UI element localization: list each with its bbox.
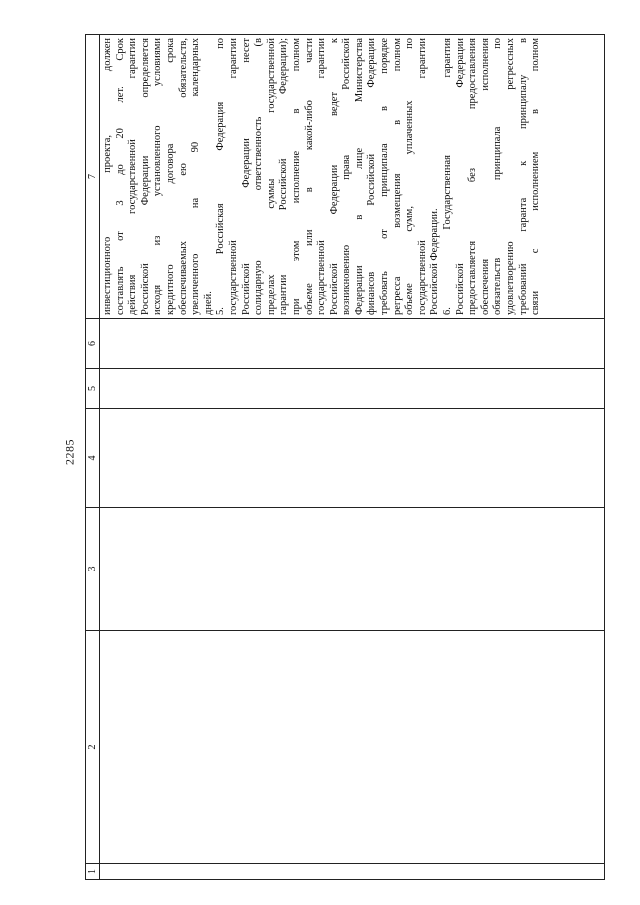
cell-col-6 <box>100 319 605 369</box>
text-line: солидарную ответственность (в <box>253 38 265 315</box>
text-line: действия государственной гарантии <box>127 38 139 315</box>
document-table <box>85 34 605 880</box>
text-line: Российской Федерации несет <box>240 38 252 315</box>
column-header-7: 7 <box>86 35 100 319</box>
text-line: удовлетворению регрессных <box>505 38 516 315</box>
text-line: 5. Российская Федерация по <box>215 38 227 315</box>
text-line: обеспечения исполнения <box>479 38 491 315</box>
text-line: кредитного договора срока <box>164 38 176 315</box>
page-number: 2285 <box>62 439 77 465</box>
rotated-table-frame <box>85 35 605 880</box>
text-line: исходя из установленного условиями <box>152 38 164 315</box>
column-header-6: 6 <box>86 319 100 369</box>
text-line: инвестиционного проекта, должен <box>102 38 113 315</box>
cell-col-3 <box>100 508 605 631</box>
cell-col-7-text <box>100 35 605 319</box>
text-line: объеме или в какой-либо части <box>303 38 315 315</box>
text-line: государственной гарантии <box>316 38 328 315</box>
text-line: дней. <box>202 291 214 315</box>
text-line: требований гаранта к принципалу в <box>517 38 529 315</box>
text-line: Российской Федерации. <box>429 208 441 315</box>
cell-col-1 <box>100 864 605 880</box>
column-header-1: 1 <box>86 864 100 880</box>
text-line: Российской Федерации <box>454 38 466 315</box>
text-line: финансов Российской Федерации <box>366 38 378 315</box>
text-line: объеме сумм, уплаченных по <box>404 38 416 315</box>
column-header-5: 5 <box>86 369 100 409</box>
text-line: 6. Государственная гарантия <box>442 38 454 315</box>
text-line: составлять от 3 до 20 лет. Срок <box>114 38 126 315</box>
text-line: связи с исполнением в полном <box>530 38 542 315</box>
column-header-4: 4 <box>86 409 100 508</box>
text-line: при этом исполнение в полном <box>290 38 302 315</box>
column-header-3: 3 <box>86 508 100 631</box>
text-line: обязательств принципала по <box>492 38 504 315</box>
text-line: увеличенного на 90 календарных <box>190 38 202 315</box>
text-line: Российской Федерации ведет к <box>328 38 340 315</box>
cell-col-4 <box>100 409 605 508</box>
table-row <box>100 35 605 880</box>
text-line: гарантии Российской Федерации); <box>278 38 290 315</box>
text-line: пределах суммы государственной <box>265 38 277 315</box>
text-line: требовать от принципала в порядке <box>379 38 391 315</box>
cell-col-2 <box>100 631 605 864</box>
text-line: предоставляется без предоставления <box>467 38 479 315</box>
column-header-2: 2 <box>86 631 100 864</box>
text-line: Российской Федерации определяется <box>139 38 151 315</box>
text-line: обеспечиваемых ею обязательств, <box>177 38 189 315</box>
text-line: Федерации в лице Министерства <box>353 38 365 315</box>
text-line: регресса возмещения в полном <box>391 38 403 315</box>
text-line: возникновению права Российской <box>341 38 353 315</box>
text-line: государственной гарантии <box>416 38 428 315</box>
table-header-row <box>86 35 100 880</box>
text-line: государственной гарантии <box>227 38 239 315</box>
cell-col-5 <box>100 369 605 409</box>
